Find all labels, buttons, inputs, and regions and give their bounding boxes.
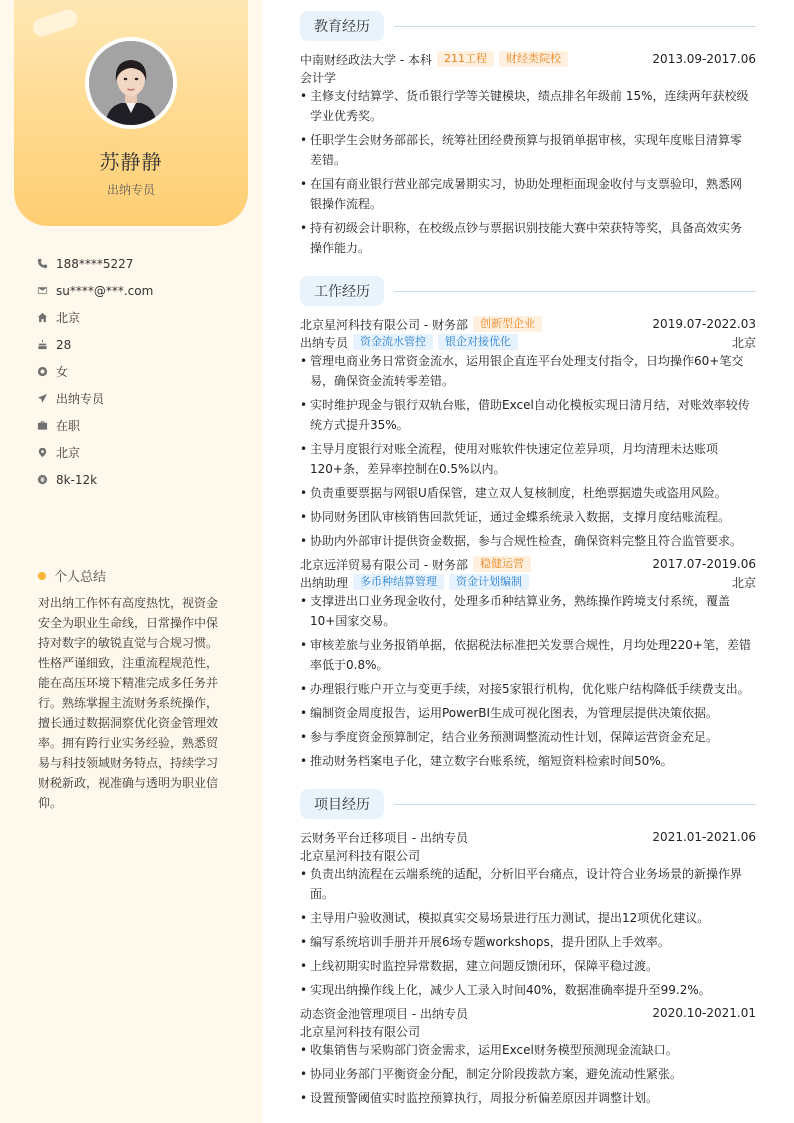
avatar: [85, 37, 177, 129]
education-major-row: [300, 68, 756, 86]
project-name: 云财务平台迁移项目 - 出纳专员: [300, 830, 468, 845]
company-tag: 创新型企业: [473, 316, 542, 332]
contact-residence-text: 北京: [56, 311, 81, 325]
contact-phone: [36, 250, 246, 277]
profile-card: [14, 0, 248, 226]
job-bullet: • 实时维护现金与银行双轨台账，借助Excel自动化模板实现日清月结，对账效率较传统方式提升35%。: [300, 395, 752, 435]
education-section-title: 教育经历: [300, 11, 384, 41]
job-position: 出纳助理: [300, 575, 349, 590]
section-divider: [394, 26, 756, 27]
summary-heading-text: 个人总结: [54, 570, 107, 585]
project-bullet: • 收集销售与采购部门资金需求，运用Excel财务模型预测现金流缺口。: [300, 1040, 752, 1060]
briefcase-icon: [36, 420, 48, 432]
project-bullet: • 上线初期实时监控异常数据，建立问题反馈闭环，保障平稳过渡。: [300, 956, 752, 976]
contact-target-city: [36, 439, 246, 466]
contact-status-text: 在职: [56, 419, 81, 433]
job-city: 北京: [731, 575, 756, 590]
section-divider: [394, 291, 756, 292]
location-pin-icon: [36, 447, 48, 459]
project-org-row: [300, 1022, 756, 1040]
job-position-row: [300, 573, 756, 591]
job-period: 2017.07-2019.06: [652, 557, 756, 571]
decorative-shape: [30, 7, 79, 38]
cake-icon: [36, 339, 48, 351]
skill-tag: 多币种结算管理: [353, 574, 444, 590]
job-bullet: • 协助内外部审计提供资金数据，参与合规性检查，确保资料完整且符合监管要求。: [300, 531, 752, 551]
project-period: 2020.10-2021.01: [652, 1006, 756, 1020]
summary-heading: [38, 566, 106, 585]
education-bullet: • 任职学生会财务部部长，统筹社团经费预算与报销单据审核，实现年度账目清算零差错。: [300, 130, 752, 170]
project-bullet: • 实现出纳操作线上化，减少人工录入时间40%，数据准确率提升至99.2%。: [300, 980, 752, 1000]
project-header-row: [300, 1004, 756, 1022]
contact-salary-text: 8k-12k: [56, 472, 98, 487]
gender-icon: [36, 366, 48, 378]
contact-email-text: su****@***.com: [56, 283, 154, 298]
contact-gender-text: 女: [56, 365, 69, 379]
project-bullet: • 编写系统培训手册并开展6场专题workshops，提升团队上手效率。: [300, 932, 752, 952]
project-header-row: [300, 828, 756, 846]
phone-icon: [36, 258, 48, 270]
bullet-dot-icon: [38, 572, 46, 580]
skill-tag: 银企对接优化: [438, 334, 518, 350]
candidate-role: 出纳专员: [106, 183, 155, 197]
contact-target-city-text: 北京: [56, 446, 81, 460]
school-tag: 211工程: [437, 51, 494, 67]
project-bullet: • 协同业务部门平衡资金分配，制定分阶段拨款方案，避免流动性紧张。: [300, 1064, 752, 1084]
job-bullet: • 管理电商业务日常资金流水，运用银企直连平台处理支付指令，日均操作60+笔交易，确保资金流转零差错。: [300, 351, 752, 391]
job-bullet: • 审核差旅与业务报销单据，依据税法标准把关发票合规性，月均处理220+笔，差错率低于0.8%。: [300, 635, 752, 675]
projects-section-title: 项目经历: [300, 789, 384, 819]
send-icon: [36, 393, 48, 405]
email-icon: [36, 285, 48, 297]
job-city: 北京: [731, 335, 756, 350]
work-section-title: 工作经历: [300, 276, 384, 306]
job-bullet: • 负责重要票据与网银U盾保管，建立双人复核制度，杜绝票据遗失或盗用风险。: [300, 483, 752, 503]
project-period: 2021.01-2021.06: [652, 830, 756, 844]
skill-tag: 资金流水管控: [353, 334, 433, 350]
job-bullet: • 参与季度资金预算制定，结合业务预测调整流动性计划，保障运营资金充足。: [300, 727, 752, 747]
project-name: 动态资金池管理项目 - 出纳专员: [300, 1006, 468, 1021]
section-divider: [394, 804, 756, 805]
job-header-row: [300, 555, 756, 573]
project-bullet: • 负责出纳流程在云端系统的适配，分析旧平台痛点，设计符合业务场景的新操作界面。: [300, 864, 752, 904]
school-name: 中南财经政法大学 - 本科: [300, 52, 432, 67]
contact-position: [36, 385, 246, 412]
project-bullet: • 设置预警阈值实时监控预算执行，周报分析偏差原因并调整计划。: [300, 1088, 752, 1108]
job-header-row: [300, 315, 756, 333]
education-section-header: [300, 11, 756, 41]
contact-status: [36, 412, 246, 439]
projects-section-header: [300, 789, 756, 819]
contact-position-text: 出纳专员: [56, 392, 105, 406]
job-period: 2019.07-2022.03: [652, 317, 756, 331]
contact-list: [36, 250, 246, 493]
job-company: 北京星河科技有限公司 - 财务部: [300, 317, 468, 332]
job-bullet: • 协同财务团队审核销售回款凭证，通过金蝶系统录入数据，支撑月度结账流程。: [300, 507, 752, 527]
contact-residence: [36, 304, 246, 331]
salary-icon: [36, 474, 48, 486]
education-bullet: • 在国有商业银行营业部完成暑期实习，协助处理柜面现金收付与支票验印，熟悉网银操作流程。: [300, 174, 752, 214]
education-bullet: • 主修支付结算学、货币银行学等关键模块，绩点排名年级前 15%，连续两年获校级学业优秀奖。: [300, 86, 752, 126]
job-bullet: • 编制资金周度报告，运用PowerBI生成可视化图表，为管理层提供决策依据。: [300, 703, 752, 723]
skill-tag: 资金计划编制: [449, 574, 529, 590]
contact-gender: [36, 358, 246, 385]
candidate-name: 苏静静: [99, 150, 163, 174]
contact-age: [36, 331, 246, 358]
job-company: 北京远洋贸易有限公司 - 财务部: [300, 557, 468, 572]
summary-text: 对出纳工作怀有高度热忱，视资金安全为职业生命线，日常操作中保持对数字的敏锐直觉与合规习惯。性格严谨细致，注重流程规范性，能在高压环境下精准完成多任务并行。熟练掌握主流财务系统操作，擅长通过数据洞察优化资金管理效率。拥有跨行业实务经验，熟悉贸易与科技领域财务特点，持续学习财税新政，视准确与透明为职业信仰。: [38, 596, 219, 810]
job-position-row: [300, 333, 756, 351]
job-bullet: • 办理银行账户开立与变更手续，对接5家银行机构，优化账户结构降低手续费支出。: [300, 679, 752, 699]
project-org: 北京星河科技有限公司: [300, 848, 421, 863]
education-header-row: [300, 50, 756, 68]
job-bullet: • 支撑进出口业务现金收付，处理多币种结算业务，熟练操作跨境支付系统，覆盖10+国家交易。: [300, 591, 752, 631]
job-position: 出纳专员: [300, 335, 349, 350]
company-tag: 稳健运营: [473, 556, 531, 572]
education-period: 2013.09-2017.06: [652, 52, 756, 66]
contact-email: [36, 277, 246, 304]
home-icon: [36, 312, 48, 324]
contact-phone-text: 188****5227: [56, 256, 134, 271]
project-org-row: [300, 846, 756, 864]
job-bullet: • 主导月度银行对账全流程，使用对账软件快速定位差异项，月均清理未达账项120+条，差异率控制在0.5%以内。: [300, 439, 752, 479]
job-bullet: • 推动财务档案电子化，建立数字台账系统，缩短资料检索时间50%。: [300, 751, 752, 771]
school-tag: 财经类院校: [499, 51, 568, 67]
avatar-photo: [89, 41, 173, 125]
contact-age-text: 28: [56, 337, 72, 352]
work-section-header: [300, 276, 756, 306]
project-org: 北京星河科技有限公司: [300, 1024, 421, 1039]
project-bullet: • 主导用户验收测试，模拟真实交易场景进行压力测试，提出12项优化建议。: [300, 908, 752, 928]
education-major: 会计学: [300, 70, 337, 85]
sidebar: [0, 0, 262, 1123]
contact-salary: [36, 466, 246, 493]
education-bullet: • 持有初级会计职称，在校级点钞与票据识别技能大赛中荣获特等奖，具备高效实务操作能力。: [300, 218, 752, 258]
